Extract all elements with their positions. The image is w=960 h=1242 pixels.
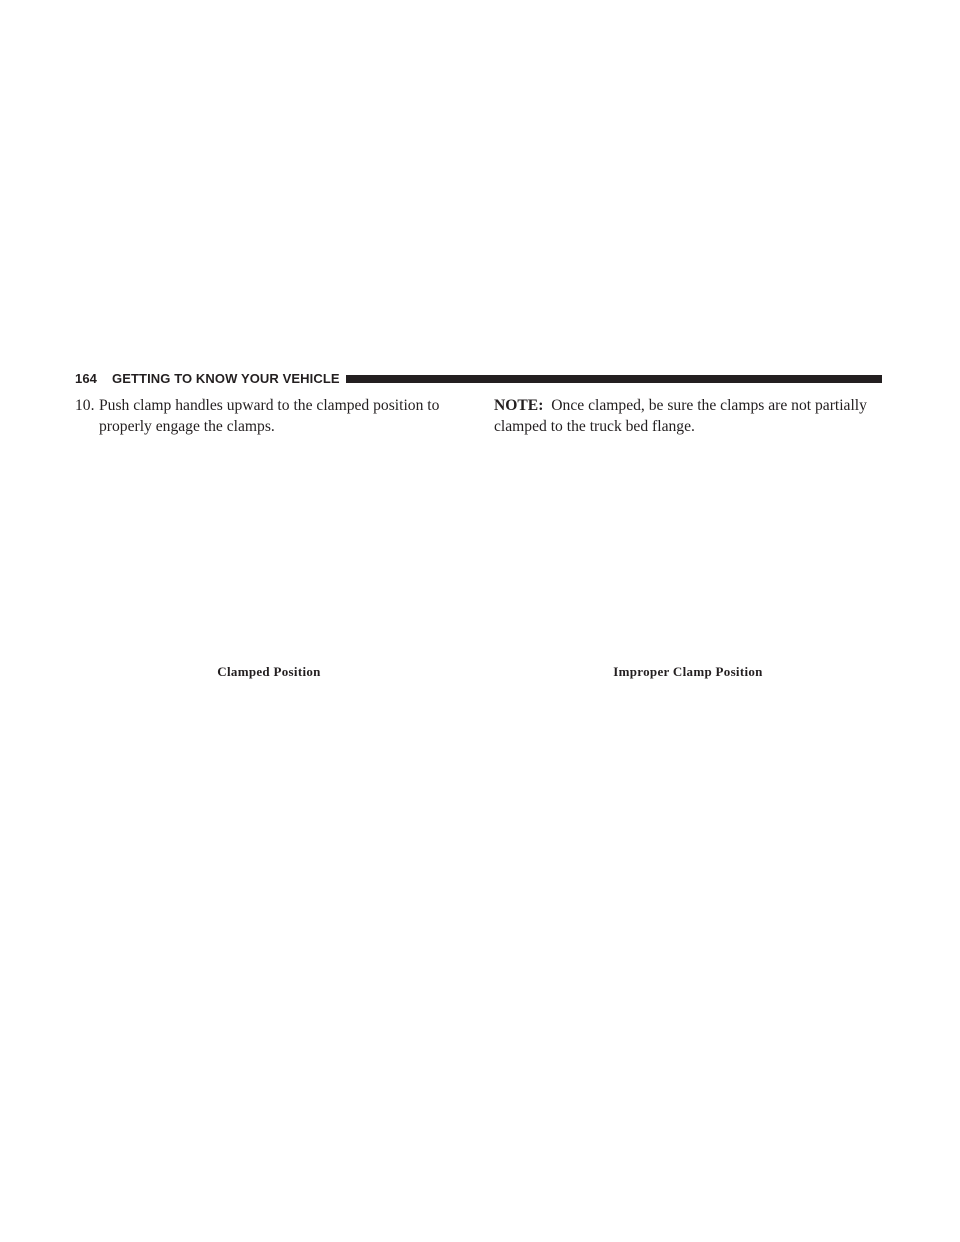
step-item (75, 395, 467, 437)
figure-caption-clamped: Clamped Position (217, 664, 321, 679)
note-label: NOTE: (494, 397, 544, 414)
note-text: Once clamped, be sure the clamps are not partially clamped to the truck bed flange. (494, 397, 867, 435)
figure-caption-improper: Improper Clamp Position (613, 664, 763, 679)
right-column (494, 395, 886, 437)
page-header (75, 369, 882, 387)
left-column (75, 395, 467, 437)
header-rule (346, 375, 882, 383)
section-title: GETTING TO KNOW YOUR VEHICLE (112, 370, 340, 386)
page-number: 164 (75, 370, 97, 386)
step-text: Push clamp handles upward to the clamped position to properly engage the clamps. (99, 397, 440, 435)
note-paragraph (494, 395, 886, 437)
step-number: 10. (75, 397, 95, 414)
